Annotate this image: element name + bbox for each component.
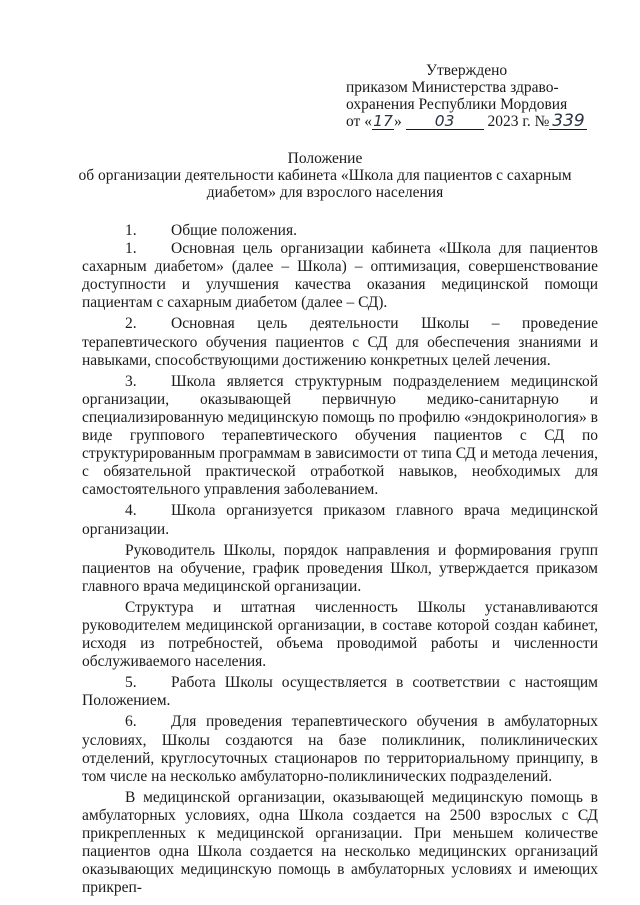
paragraph-text: Структура и штатная численность Школы устанавливаются руководителем медицинской организации, в составе которой создан кабинет, исходя из потребностей, объема проводимой работы и численности обслуживаемого населения. [82,598,598,671]
date-day: 17 [373,112,393,130]
paragraph-number: 2. [125,315,137,333]
paragraph-9 [82,713,598,785]
date-prefix: от « [346,113,372,130]
approval-ministry-line: охранения Республики Мордовия [346,96,568,113]
paragraph-number: 1. [125,222,137,239]
paragraph-text: Основная цель деятельности Школы – проведение терапевтического обучения пациентов с СД для обеспечения знаниями и навыками, способствующими достижению конкретных целей лечения. [82,315,598,369]
document-subtitle-line1: об организации деятельности кабинета «Школа для пациентов с сахарным [78,167,572,184]
date-month: 03 [406,114,484,130]
document-subtitle-line2: диабетом» для взрослого населения [206,184,444,201]
paragraph-number: 1. [125,240,137,258]
paragraph-3 [82,315,598,369]
paragraph-text: Для проведения терапевтического обучения в амбулаторных условиях, Школы создаются на базе поликлиник, поликлинических отделений, круглосуточных стационаров по территориальному принципу, в том числе на несколько амбулаторно-поликлинических подразделений. [82,713,598,785]
paragraph-text: В медицинской организации, оказывающей медицинскую помощь в амбулаторных условиях, одна Школа создается на 2500 взрослых с СД прикрепленных к медицинской организации. При меньшем количестве пациентов одна Школа создается на несколько медицинских организаций оказывающих медицинскую помощь в амбулаторных условиях и имеющих прикреп- [82,788,598,897]
approval-date-line [346,113,606,130]
paragraph-text: Школа является структурным подразделением медицинской организации, оказывающей первичную медико-санитарную и специализированную медицинскую помощь по профилю «эндокринология» в виде группового терапевтического обучения пациентов с СД по структурированным программам в зависимости от типа СД и метода лечения, с обязательной практической отработкой навыков, необходимых для самостоятельного управления заболеванием. [82,372,598,499]
approval-title: Утверждено [426,62,508,79]
date-year: 2023 г. № [487,113,550,130]
paragraph-1 [82,222,598,240]
paragraph-number: 6. [125,713,137,731]
paragraph-text: Основная цель организации кабинета «Школа для пациентов сахарным диабетом» (далее – Школа) – оптимизация, совершенствование доступности и улучшения качества оказания медицинской помощи пациентам с сахарным диабетом (далее – СД). [82,240,598,312]
approval-order-line: приказом Министерства здраво- [346,79,559,96]
paragraph-text: Руководитель Школы, порядок направления и формирования групп пациентов на обучение, график проведения Школ, утверждается приказом главного врача медицинской организации. [82,541,598,595]
paragraph-4 [82,373,598,500]
paragraph-5 [82,502,598,538]
paragraph-2 [82,240,598,312]
document-body [82,222,598,897]
paragraph-number: 5. [125,674,137,692]
paragraph-text: Школа организуется приказом главного врача медицинской организации. [82,502,598,538]
date-mid: » [393,113,402,130]
paragraph-8 [82,674,598,710]
paragraph-text: Общие положения. [171,222,297,239]
paragraph-text: Работа Школы осуществляется в соответствии с настоящим Положением. [82,674,598,710]
paragraph-number: 4. [125,502,137,520]
paragraph-number: 3. [125,372,137,390]
approval-stamp [346,62,606,130]
paragraph-10 [82,789,598,898]
paragraph-7 [82,599,598,671]
document-title: Положение [287,150,363,167]
order-number: 339 [549,114,587,130]
paragraph-6 [82,542,598,596]
